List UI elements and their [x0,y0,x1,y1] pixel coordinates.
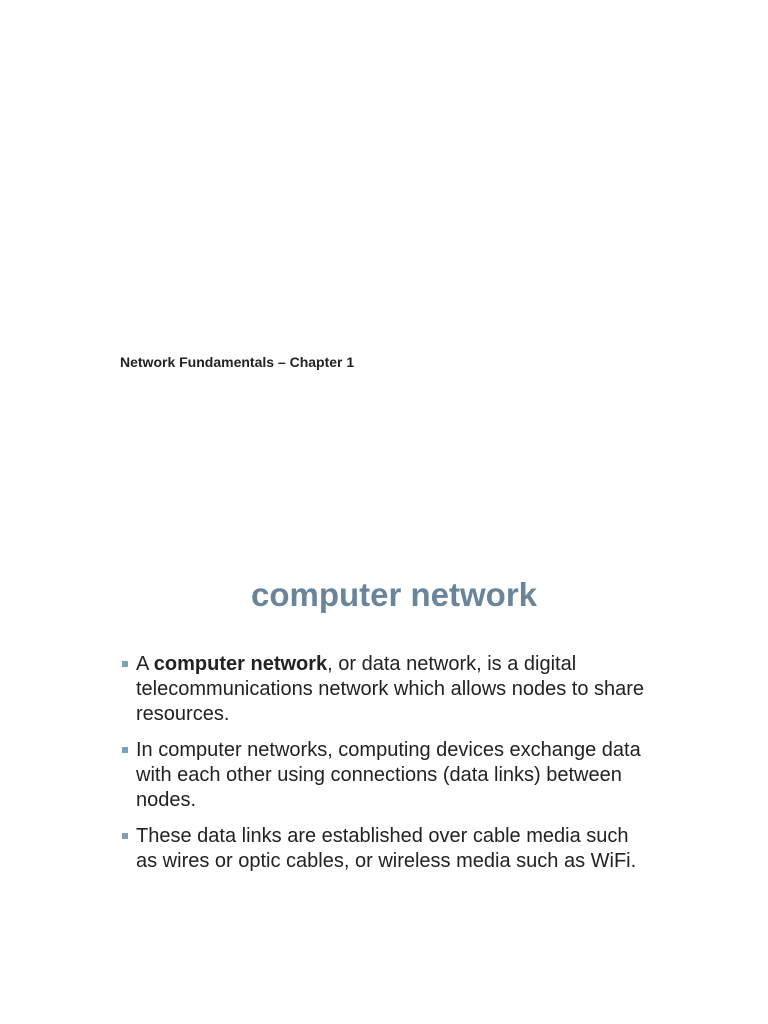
bullet-list [120,652,650,885]
bullet-text-rest: , or data network, is a digital telecommunications network which allows nodes to share resources. [136,653,645,725]
bullet-text [136,739,641,811]
bullet-text [136,825,636,872]
page-header: Network Fundamentals – Chapter 1 [120,354,355,370]
square-bullet-icon [122,747,128,753]
bullet-text-bold: computer network [153,653,328,675]
slide-title: computer network [250,576,538,613]
bullet-text-lead: A [136,653,154,675]
bullet-item [120,738,650,813]
bullet-text-lead: These data links are established over cable media such as wires or optic cables, or wireless media such as WiFi. [136,825,637,872]
bullet-text [136,653,644,725]
square-bullet-icon [122,833,128,839]
bullet-text-lead: In computer networks, computing devices exchange data with each other using connections (data links) between nodes. [136,739,641,811]
bullet-item [120,824,650,874]
bullet-item [120,652,650,727]
square-bullet-icon [122,661,128,667]
